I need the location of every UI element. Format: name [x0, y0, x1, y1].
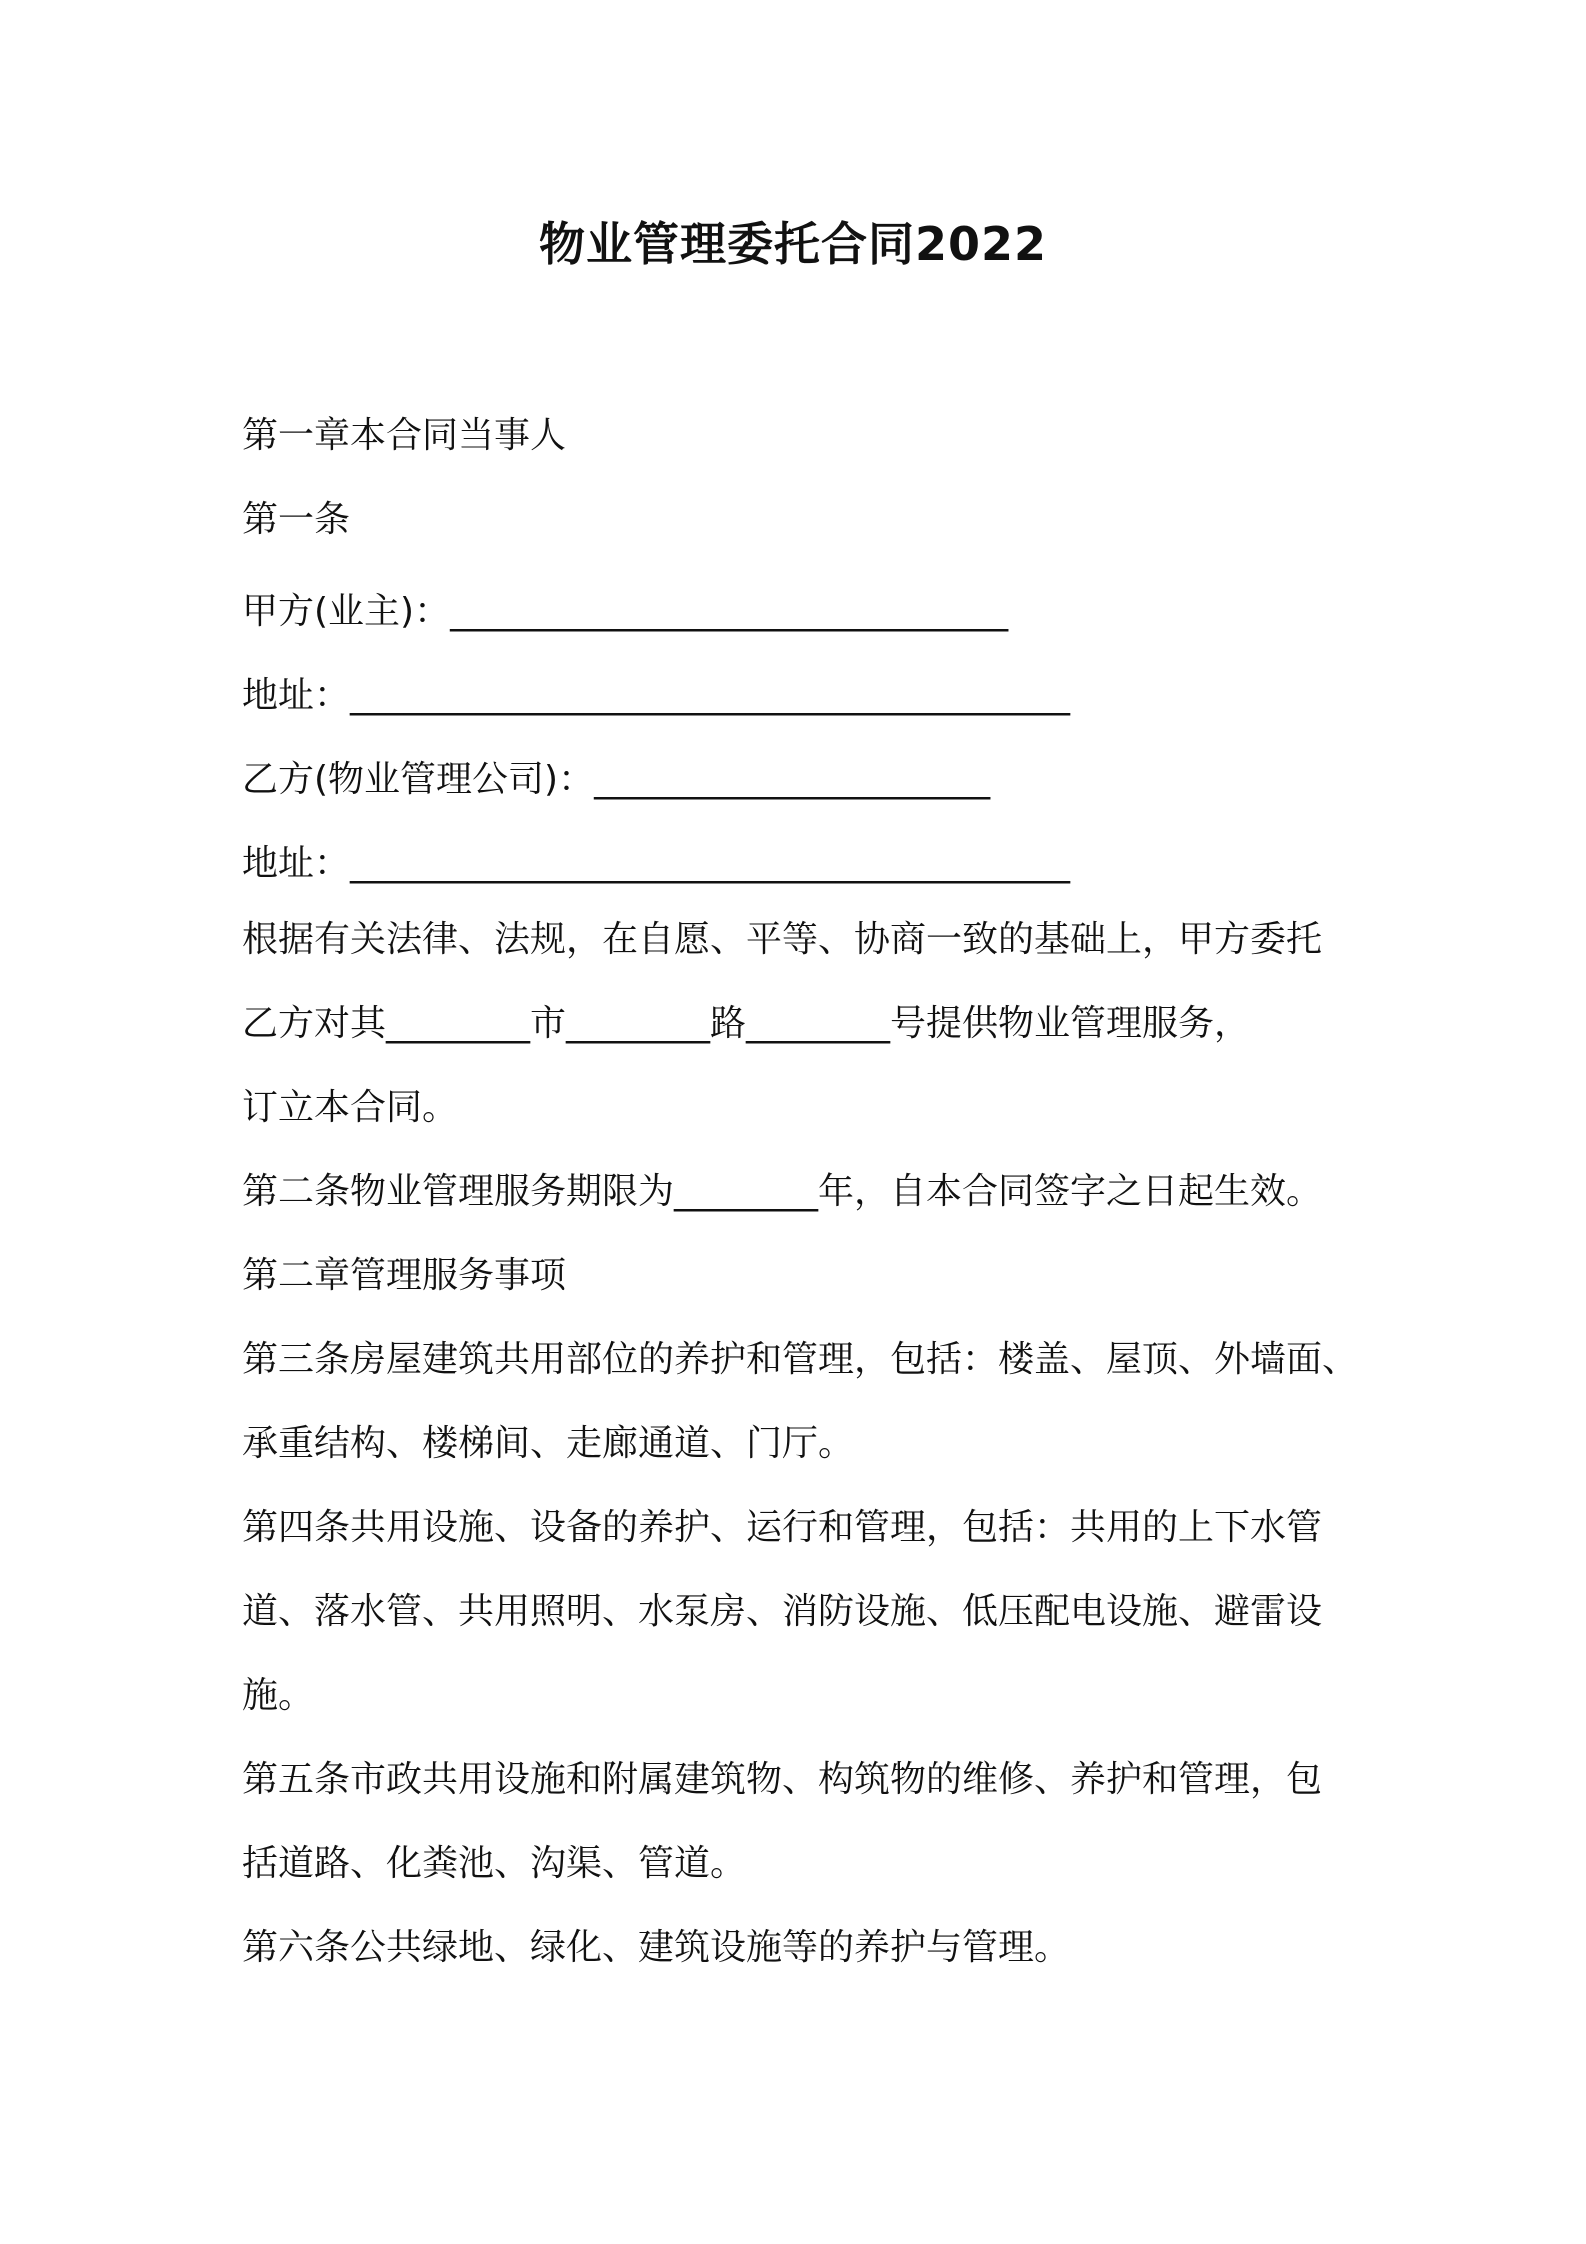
chapter-heading: 第二章管理服务事项 — [242, 1255, 567, 1296]
paragraph-line: 根据有关法律、法规，在自愿、平等、协商一致的基础上，甲方委托 — [242, 919, 1323, 960]
article-line: 施。 — [242, 1675, 315, 1716]
paragraph-line: 乙方对其________市________路________号提供物业管理服务， — [242, 1003, 1251, 1044]
article-heading: 第一条 — [242, 499, 351, 540]
paragraph-line: 订立本合同。 — [242, 1087, 459, 1128]
party-b-field: 乙方(物业管理公司)：______________________ — [242, 759, 991, 800]
article-line: 第四条共用设施、设备的养护、运行和管理，包括：共用的上下水管 — [242, 1507, 1323, 1548]
article-line: 第六条公共绿地、绿化、建筑设施等的养护与管理。 — [242, 1927, 1071, 1968]
party-a-address-field: 地址：________________________________________ — [242, 675, 1071, 716]
party-b-address-field: 地址：________________________________________ — [242, 843, 1071, 884]
article-line: 道、落水管、共用照明、水泵房、消防设施、低压配电设施、避雷设 — [242, 1591, 1323, 1632]
article-line: 承重结构、楼梯间、走廊通道、门厅。 — [242, 1423, 855, 1464]
article-line: 第五条市政共用设施和附属建筑物、构筑物的维修、养护和管理，包 — [242, 1759, 1323, 1800]
party-a-field: 甲方(业主)：_______________________________ — [242, 591, 1009, 632]
article-line: 括道路、化粪池、沟渠、管道。 — [242, 1843, 747, 1884]
article-line: 第三条房屋建筑共用部位的养护和管理，包括：楼盖、屋顶、外墙面、 — [242, 1339, 1359, 1380]
chapter-heading: 第一章本合同当事人 — [242, 415, 567, 456]
article-line: 第二条物业管理服务期限为________年，自本合同签字之日起生效。 — [242, 1171, 1323, 1212]
document-title: 物业管理委托合同2022 — [538, 217, 1048, 271]
